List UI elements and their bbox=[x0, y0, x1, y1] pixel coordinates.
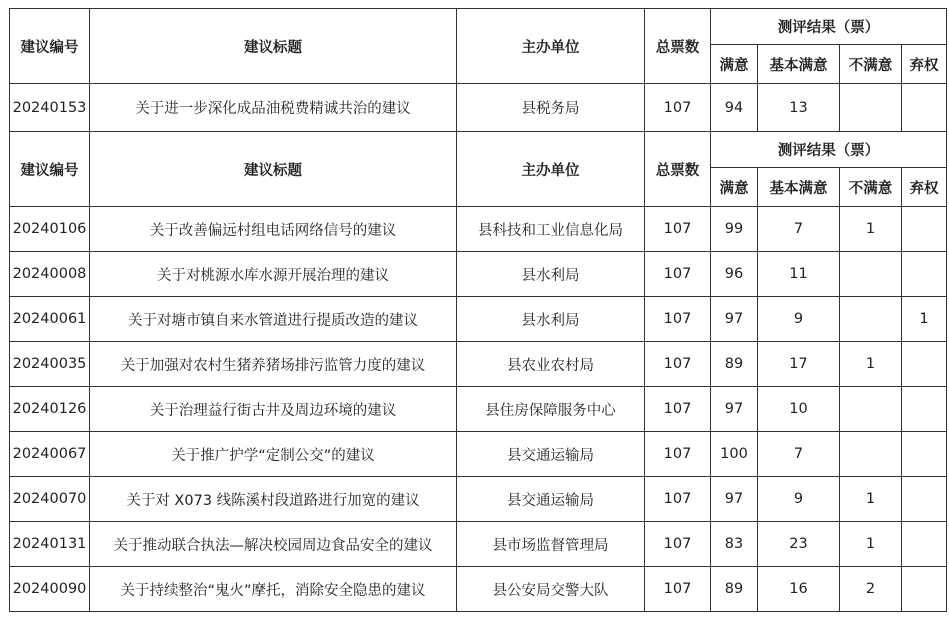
cell-unit: 县交通运输局 bbox=[457, 477, 645, 522]
cell-abstain bbox=[902, 387, 947, 432]
cell-satisfied: 94 bbox=[711, 84, 758, 132]
cell-satisfied: 89 bbox=[711, 567, 758, 612]
cell-id: 20240067 bbox=[10, 432, 90, 477]
cell-unsatisfied bbox=[840, 387, 902, 432]
cell-id: 20240126 bbox=[10, 387, 90, 432]
cell-abstain bbox=[902, 477, 947, 522]
cell-title: 关于加强对农村生猪养猪场排污监管力度的建议 bbox=[90, 342, 457, 387]
table-row bbox=[10, 567, 947, 612]
cell-total: 107 bbox=[645, 84, 711, 132]
header-result: 测评结果（票） bbox=[711, 132, 947, 168]
header-abstain: 弃权 bbox=[902, 45, 947, 84]
cell-satisfied: 97 bbox=[711, 297, 758, 342]
cell-basic: 7 bbox=[758, 207, 840, 252]
header-unsatisfied: 不满意 bbox=[840, 168, 902, 207]
table-body bbox=[10, 9, 947, 612]
table-row bbox=[10, 522, 947, 567]
cell-total: 107 bbox=[645, 432, 711, 477]
header-row bbox=[10, 132, 947, 168]
header-total: 总票数 bbox=[645, 9, 711, 84]
cell-unsatisfied bbox=[840, 252, 902, 297]
cell-unsatisfied bbox=[840, 432, 902, 477]
cell-id: 20240106 bbox=[10, 207, 90, 252]
header-basic: 基本满意 bbox=[758, 168, 840, 207]
cell-abstain bbox=[902, 432, 947, 477]
cell-total: 107 bbox=[645, 297, 711, 342]
cell-id: 20240131 bbox=[10, 522, 90, 567]
cell-satisfied: 100 bbox=[711, 432, 758, 477]
cell-unsatisfied bbox=[840, 297, 902, 342]
header-id: 建议编号 bbox=[10, 132, 90, 207]
cell-title: 关于对塘市镇自来水管道进行提质改造的建议 bbox=[90, 297, 457, 342]
table-row bbox=[10, 207, 947, 252]
cell-basic: 23 bbox=[758, 522, 840, 567]
cell-unit: 县水利局 bbox=[457, 252, 645, 297]
table-row bbox=[10, 432, 947, 477]
cell-id: 20240035 bbox=[10, 342, 90, 387]
cell-title: 关于治理益行街古井及周边环境的建议 bbox=[90, 387, 457, 432]
cell-basic: 7 bbox=[758, 432, 840, 477]
cell-title: 关于推动联合执法—解决校园周边食品安全的建议 bbox=[90, 522, 457, 567]
cell-basic: 9 bbox=[758, 477, 840, 522]
header-unit: 主办单位 bbox=[457, 9, 645, 84]
cell-basic: 9 bbox=[758, 297, 840, 342]
cell-id: 20240008 bbox=[10, 252, 90, 297]
header-result: 测评结果（票） bbox=[711, 9, 947, 45]
cell-abstain: 1 bbox=[902, 297, 947, 342]
cell-satisfied: 89 bbox=[711, 342, 758, 387]
cell-unit: 县公安局交警大队 bbox=[457, 567, 645, 612]
evaluation-table bbox=[9, 8, 947, 612]
cell-title: 关于对桃源水库水源开展治理的建议 bbox=[90, 252, 457, 297]
table-row bbox=[10, 297, 947, 342]
header-row bbox=[10, 9, 947, 45]
cell-title: 关于对 X073 线陈溪村段道路进行加宽的建议 bbox=[90, 477, 457, 522]
header-basic: 基本满意 bbox=[758, 45, 840, 84]
cell-unit: 县科技和工业信息化局 bbox=[457, 207, 645, 252]
cell-unit: 县市场监督管理局 bbox=[457, 522, 645, 567]
cell-basic: 11 bbox=[758, 252, 840, 297]
cell-title: 关于持续整治“鬼火”摩托，消除安全隐患的建议 bbox=[90, 567, 457, 612]
cell-unsatisfied: 1 bbox=[840, 477, 902, 522]
header-satisfied: 满意 bbox=[711, 168, 758, 207]
header-abstain: 弃权 bbox=[902, 168, 947, 207]
cell-satisfied: 83 bbox=[711, 522, 758, 567]
cell-id: 20240090 bbox=[10, 567, 90, 612]
cell-unsatisfied: 1 bbox=[840, 207, 902, 252]
cell-abstain bbox=[902, 84, 947, 132]
cell-total: 107 bbox=[645, 522, 711, 567]
cell-abstain bbox=[902, 207, 947, 252]
cell-basic: 13 bbox=[758, 84, 840, 132]
cell-basic: 16 bbox=[758, 567, 840, 612]
cell-total: 107 bbox=[645, 477, 711, 522]
cell-satisfied: 99 bbox=[711, 207, 758, 252]
cell-basic: 10 bbox=[758, 387, 840, 432]
header-total: 总票数 bbox=[645, 132, 711, 207]
cell-id: 20240061 bbox=[10, 297, 90, 342]
header-title: 建议标题 bbox=[90, 132, 457, 207]
cell-total: 107 bbox=[645, 207, 711, 252]
cell-title: 关于进一步深化成品油税费精诚共治的建议 bbox=[90, 84, 457, 132]
cell-title: 关于推广护学“定制公交”的建议 bbox=[90, 432, 457, 477]
cell-unit: 县农业农村局 bbox=[457, 342, 645, 387]
cell-unit: 县住房保障服务中心 bbox=[457, 387, 645, 432]
cell-unsatisfied: 2 bbox=[840, 567, 902, 612]
cell-satisfied: 97 bbox=[711, 387, 758, 432]
cell-total: 107 bbox=[645, 387, 711, 432]
cell-satisfied: 96 bbox=[711, 252, 758, 297]
table-row bbox=[10, 84, 947, 132]
cell-abstain bbox=[902, 522, 947, 567]
cell-total: 107 bbox=[645, 252, 711, 297]
cell-id: 20240153 bbox=[10, 84, 90, 132]
cell-unit: 县水利局 bbox=[457, 297, 645, 342]
cell-unsatisfied: 1 bbox=[840, 522, 902, 567]
cell-abstain bbox=[902, 252, 947, 297]
table-row bbox=[10, 477, 947, 522]
table-row bbox=[10, 342, 947, 387]
header-unit: 主办单位 bbox=[457, 132, 645, 207]
cell-satisfied: 97 bbox=[711, 477, 758, 522]
header-title: 建议标题 bbox=[90, 9, 457, 84]
cell-total: 107 bbox=[645, 567, 711, 612]
cell-id: 20240070 bbox=[10, 477, 90, 522]
cell-abstain bbox=[902, 567, 947, 612]
cell-title: 关于改善偏远村组电话网络信号的建议 bbox=[90, 207, 457, 252]
table-row bbox=[10, 387, 947, 432]
header-unsatisfied: 不满意 bbox=[840, 45, 902, 84]
cell-unit: 县交通运输局 bbox=[457, 432, 645, 477]
cell-unsatisfied: 1 bbox=[840, 342, 902, 387]
header-id: 建议编号 bbox=[10, 9, 90, 84]
cell-abstain bbox=[902, 342, 947, 387]
cell-unsatisfied bbox=[840, 84, 902, 132]
table-row bbox=[10, 252, 947, 297]
cell-total: 107 bbox=[645, 342, 711, 387]
cell-unit: 县税务局 bbox=[457, 84, 645, 132]
header-satisfied: 满意 bbox=[711, 45, 758, 84]
cell-basic: 17 bbox=[758, 342, 840, 387]
